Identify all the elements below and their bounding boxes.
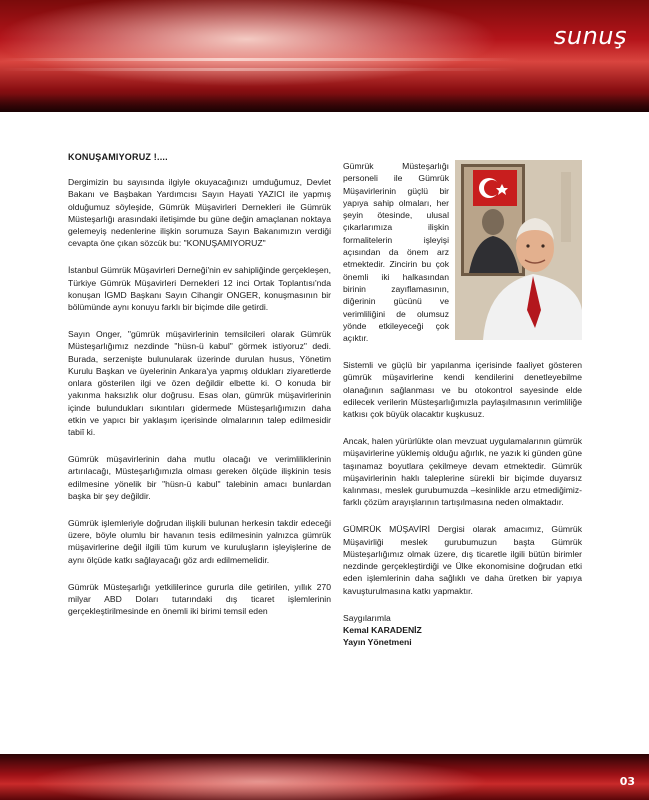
signature-name: Kemal KARADENİZ <box>343 624 422 635</box>
closing-salutation: Saygılarımla <box>343 612 391 623</box>
paragraph: Gümrük Müsteşarlığı yetkililerince gururla dile getirilen, yıllık 270 milyar ABD Doları tutarındaki dış ticaret işlemlerinin gerçekleştirilmesinde en önemli iki birimi temsil eden <box>68 581 331 617</box>
header-banner <box>0 0 649 112</box>
signature-block <box>343 612 582 649</box>
paragraph: Gümrük müşavirlerinin daha mutlu olacağı ve verimliliklerinin artırılacağı, Müsteşarlığımızla olması gereken ölçüde ilişkinin tesis edilmesine yönelik bir "hüsn-ü kabul" talebinin amacı bunlardan başka bir şey değildir. <box>68 454 331 502</box>
paragraph: GÜMRÜK MÜŞAVİRİ Dergisi olarak amacımız, Gümrük Müşavirliği meslek gurubumuzun başta Gümrük Müsteşarlığımız olmak üzere, dış ticaretle ilgili bütün birimler nezdinde gerçekleştirdiği ve Ülke ekonomisine doğrudan etki eden işlemlerinin daha sağlıklı ve daha üretken bir yapıya kavuşturulmasına katkı yapmaktır. <box>343 524 582 596</box>
article-heading: KONUŞAMIYORUZ !.... <box>68 152 168 162</box>
portrait-illustration <box>455 160 582 340</box>
paragraph: İstanbul Gümrük Müşavirleri Derneği'nin ev sahipliğinde gerçekleşen, Türkiye Gümrük Müşavirleri Dernekleri 12 inci Ortak Toplantısı'nda konuşan İGMD Başkanı Sayın Cihangir ONGER, konuşmasının bir bölümünde aynı konuyu farklı bir biçimde dile getirdi. <box>68 265 331 313</box>
signature-title: Yayın Yönetmeni <box>343 637 412 648</box>
paragraph: Gümrük işlemleriyle doğrudan ilişkili bulunan herkesin takdir edeceği üzere, böyle olumlu bir havanın tesis edilmesinin yalnızca gümrük müşavirlerine değil ilgili tüm kurum ve kuruluşların işleyişlerine de aynı ölçüde katkı sağlayacağı göz ardı edilmemelidir. <box>68 517 331 565</box>
paragraph: Sistemli ve güçlü bir yapılanma içerisinde faaliyet gösteren gümrük müşavirlerine kendi kendilerini denetleyebilme olanağının sağlanması ve bu otokontrol sayesinde elde edilecek verilerin Müsteşarlığımızla paylaşılmasının verimliliğe katkısı çok büyük olacaktır kuşkusuz. <box>343 359 582 420</box>
author-photo <box>455 160 582 340</box>
paragraph: Sayın Onger, "gümrük müşavirlerinin temsilcileri olarak Gümrük Müsteşarlığımız nezdinde "hüsn-ü kabul" görmek istiyoruz" dedi. Burada, serzenişte bulunularak üzerinde durulan husus, Yönetim Kurulu Başkan ve üyelerinin Ankara'ya yapmış oldukları ziyaretlerde onlara gösterilen ilgi ve özen değildir elbette ki. O konuda bir yakınma haksızlık olur doğrusu. Esas olan, gümrük müşavirlerinin içinde bulundukları sıkıntıları gidermede Müsteşarlığımızın daha etkin ve yapıcı bir yaklaşım içerisinde olmalarının talep edilmesidir tabiî ki. <box>68 328 331 438</box>
paragraph: Gümrük Müsteşarlığı personeli ile Gümrük Müşavirlerinin güçlü bir yapıya sahip olmaları, her şeyin ötesinde, ulusal çıkarlarımıza ilişkin formalitelerin işleyişi açısından da önem arz etmektedir. Zincirin bu çok önemli iki halkasından birinin zayıflamasının, diğerinin gücünü ve verimliliğini de olumsuz yönde etkileyeceği çok açıktır. <box>343 161 449 344</box>
footer-banner <box>0 754 649 800</box>
paragraph: Ancak, halen yürürlükte olan mevzuat uygulamalarının gümrük müşavirlerine yüklemiş olduğu ağırlık, ne yazık ki günden güne taşınamaz boyutlara çekilmeye devam etmektedir. Gümrük müşavirlerinin haklı taleplerine sürekli bir biçimde duyarsız kalınması, meslek gurubumuzda –kesinlikle arzu etmediğimiz- farklı çözüm arayışlarının tartışılmasına neden olmaktadır. <box>343 435 582 508</box>
article-column-left <box>68 176 331 632</box>
header-light-streak <box>0 58 649 61</box>
header-light-streak <box>0 68 649 71</box>
paragraph: Dergimizin bu sayısında ilgiyle okuyacağınızı umduğumuz, Devlet Bakanı ve Başbakan Yardımcısı Sayın Hayati YAZICI ile yapmış olduğumuz söyleşide, Gümrük Müşavirleri Dernekleri ile Gümrük Müsteşarlığı arasındaki iletişimde bu güne değin amaçlanan noktaya gelemeyiş nedenlerine ilişkin sorumuza Sayın Bakanımızın verdiği cevapta öne çıkan sözcük bu: "KONUŞAMIYORUZ" <box>68 177 331 249</box>
section-title: sunuş <box>553 22 627 50</box>
page-number: 03 <box>619 775 635 788</box>
article-column-right <box>343 160 582 648</box>
